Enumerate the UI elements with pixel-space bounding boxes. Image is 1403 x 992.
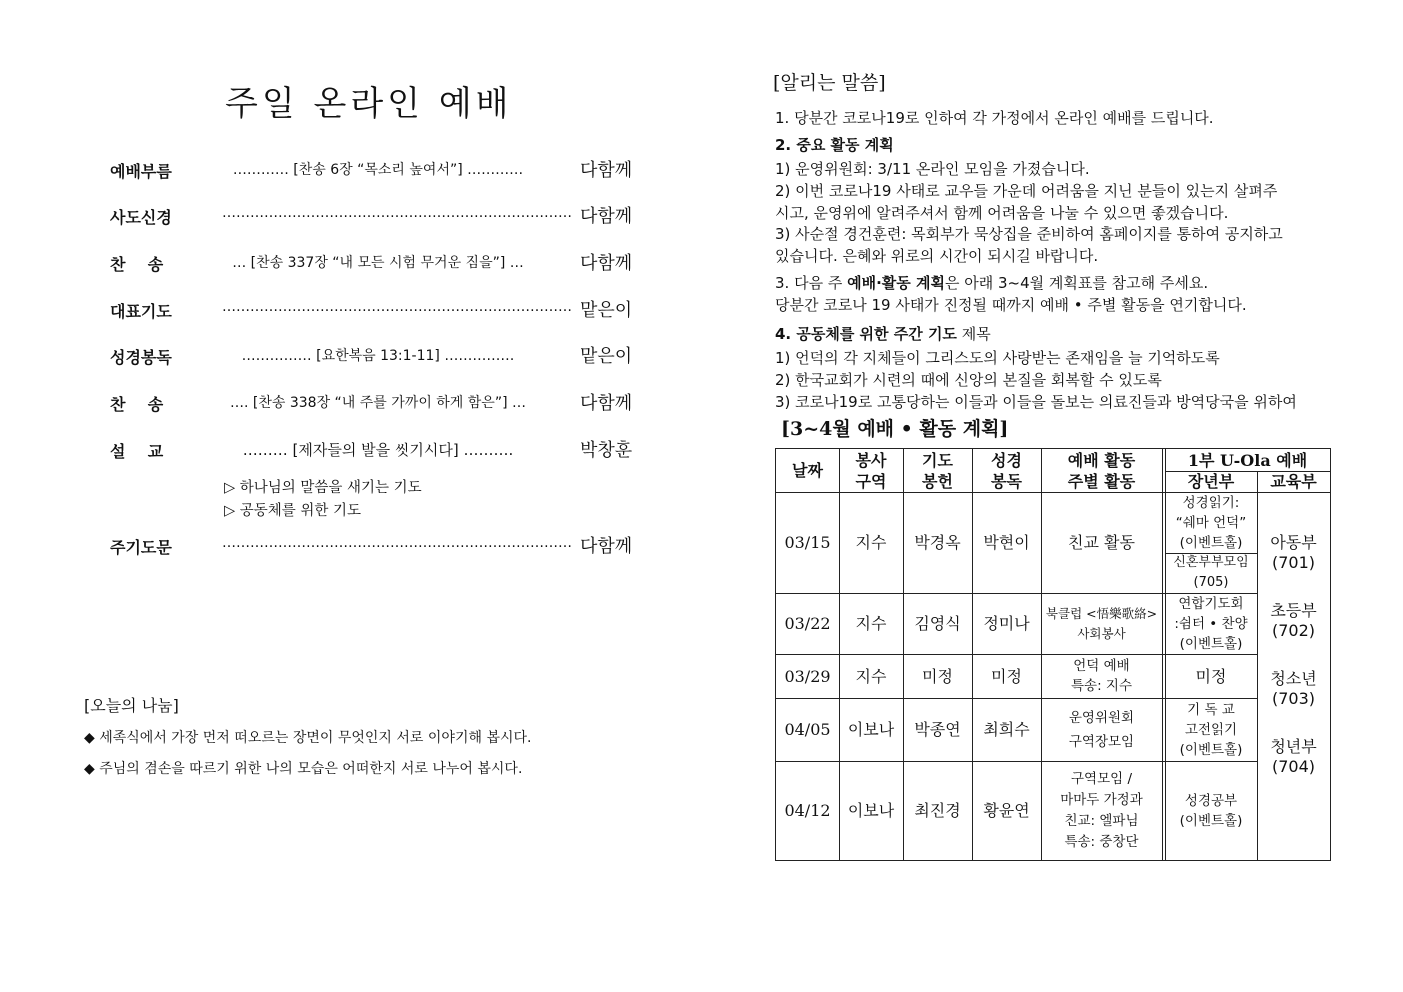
cell-prayer: 최진경	[914, 801, 961, 820]
header-edu: 교육부	[1270, 472, 1317, 491]
cell-date: 03/29	[784, 666, 831, 686]
cell-area: 이보나	[847, 720, 895, 739]
cell-youth: 미정	[1195, 666, 1227, 686]
header-area: 봉사 구역	[855, 450, 887, 491]
announcement-line: 2) 이번 코로나19 사태로 교우들 가운데 어려움을 지닌 분들이 있는지 살펴주	[775, 182, 1278, 200]
order-name: 찬 송	[110, 255, 164, 274]
cell-activity: 언덕 예배 특송: 지수	[1070, 658, 1132, 694]
cell-activity: 구역모임 / 마마두 가정과 친교: 엘파님 특송: 중창단	[1060, 770, 1143, 850]
cell-edu: 청년부 (704)	[1270, 737, 1317, 776]
cell-youth: 신혼부부모임 (705)	[1173, 555, 1249, 590]
cell-youth: 성경공부 (이벤트홀)	[1179, 792, 1243, 829]
sharing-item: ◆ 세족식에서 가장 먼저 떠오르는 장면이 무엇인지 서로 이야기해 봅시다.	[84, 730, 532, 746]
cell-activity: 운영위원회 구역장모임	[1068, 709, 1135, 750]
cell-prayer: 김영식	[914, 614, 961, 633]
announcement-item: 1. 당분간 코로나19로 인하여 각 가정에서 온라인 예배를 드립니다.	[775, 109, 1214, 127]
order-name: 사도신경	[110, 208, 172, 227]
announcement-emphasis: 4. 공동체를 위한 주간 기도	[775, 325, 957, 343]
order-detail: …………………………………………………………………	[222, 205, 572, 221]
cell-reading: 박현이	[983, 533, 1030, 552]
cell-area: 지수	[855, 533, 887, 552]
announcement-item	[775, 272, 1208, 293]
schedule-table	[775, 448, 1331, 861]
order-leader: 다함께	[580, 206, 633, 227]
schedule-title: [3~4월 예배 • 활동 계획]	[781, 418, 1009, 440]
order-detail: ……… [제자들의 발을 씻기시다] ……….	[242, 441, 514, 459]
cell-prayer: 박경옥	[914, 533, 961, 552]
order-detail: …………… [요한복음 13:1-11] ……………	[241, 348, 515, 364]
order-name: 찬 송	[110, 395, 164, 414]
header-activity: 예배 활동 주별 활동	[1067, 450, 1136, 491]
cell-edu: 청소년 (703)	[1270, 669, 1317, 708]
cell-reading: 최희수	[983, 720, 1030, 739]
order-leader: 다함께	[580, 253, 633, 274]
cell-edu: 초등부 (702)	[1270, 601, 1317, 640]
cell-date: 04/12	[784, 801, 831, 820]
cell-edu: 아동부 (701)	[1270, 533, 1317, 572]
announcement-heading: 2. 중요 활동 계획	[775, 136, 894, 154]
order-detail: … [찬송 337장 “내 모든 시험 무거운 짐을”] …	[232, 255, 524, 271]
cell-youth: 연합기도회 :쉼터 • 찬양 (이벤트홀)	[1174, 595, 1248, 652]
sharing-title: [오늘의 나눔]	[84, 696, 179, 715]
announcement-line: 1) 운영위원회: 3/11 온라인 모임을 가졌습니다.	[775, 160, 1090, 178]
cell-activity: 북클럽 <悟樂歌絡> 사회봉사	[1045, 605, 1158, 641]
header-group: 1부 U-Ola 예배	[1187, 450, 1308, 470]
sharing-item: ◆ 주님의 겸손을 따르기 위한 나의 모습은 어떠한지 서로 나누어 봅시다.	[84, 761, 523, 777]
announcement-line: 2) 한국교회가 시련의 때에 신앙의 본질을 회복할 수 있도록	[775, 371, 1162, 389]
announcement-line: 1) 언덕의 각 지체들이 그리스도의 사랑받는 존재임을 늘 기억하도록	[775, 349, 1220, 367]
order-name: 설 교	[110, 442, 164, 461]
sermon-subitem: ▷ 하나님의 말씀을 새기는 기도	[224, 480, 422, 496]
order-name: 대표기도	[110, 302, 172, 321]
cell-reading: 정미나	[983, 614, 1030, 633]
order-row	[0, 299, 700, 329]
order-detail: …. [찬송 338장 “내 주를 가까이 하게 함은”] …	[229, 395, 526, 411]
announcement-line: 있습니다. 은혜와 위로의 시간이 되시길 바랍니다.	[775, 247, 1099, 265]
order-name: 성경봉독	[110, 348, 172, 367]
order-detail: …………………………………………………………………	[222, 535, 572, 551]
order-row	[0, 159, 700, 189]
announcement-item	[775, 323, 991, 344]
order-leader: 다함께	[580, 393, 633, 414]
order-leader: 다함께	[580, 536, 633, 557]
page-title: 주일 온라인 예배	[225, 84, 513, 124]
announcement-line: 3) 사순절 경건훈련: 목회부가 묵상집을 준비하여 홈페이지를 통하여 공지하고	[775, 225, 1283, 243]
announcement-emphasis: 예배·활동 계획	[847, 274, 945, 292]
cell-date: 03/22	[784, 614, 831, 633]
cell-prayer: 미정	[922, 666, 953, 686]
order-leader: 다함께	[580, 160, 633, 181]
order-row	[0, 205, 700, 235]
cell-activity: 친교 활동	[1068, 533, 1135, 552]
header-date: 날짜	[792, 461, 823, 480]
order-leader: 맡은이	[580, 346, 633, 367]
header-prayer: 기도 봉헌	[922, 450, 953, 491]
cell-date: 04/05	[784, 720, 831, 739]
cell-youth: 성경읽기: “쉐마 언덕” (이벤트홀)	[1175, 494, 1247, 551]
announcement-line: 당분간 코로나 19 사태가 진정될 때까지 예배 • 주별 활동을 연기합니다.	[775, 296, 1247, 314]
announcement-line: 3) 코로나19로 고통당하는 이들과 이들을 돌보는 의료진들과 방역당국을 위하여	[775, 393, 1297, 411]
announcement-line: 시고, 운영위에 알려주셔서 함께 어려움을 나눌 수 있으면 좋겠습니다.	[775, 204, 1229, 222]
cell-reading: 미정	[991, 666, 1022, 686]
announcements-title: [알리는 말씀]	[773, 72, 886, 94]
sermon-subitem: ▷ 공동체를 위한 기도	[224, 503, 362, 519]
announcement-text: 3. 다음 주	[775, 274, 848, 292]
cell-reading: 황윤연	[983, 801, 1030, 820]
announcement-text: 은 아래 3~4월 계획표를 참고해 주세요.	[944, 274, 1209, 292]
order-leader: 맡은이	[580, 300, 633, 321]
cell-area: 지수	[855, 666, 887, 686]
order-detail: …………………………………………………………………	[222, 299, 572, 315]
order-row	[0, 535, 700, 565]
order-row	[0, 439, 700, 469]
order-name: 예배부름	[110, 162, 172, 181]
order-row	[0, 252, 700, 282]
order-leader: 박창훈	[580, 440, 633, 461]
cell-area: 이보나	[847, 801, 895, 820]
cell-area: 지수	[855, 614, 887, 633]
announcement-text: 제목	[956, 325, 991, 343]
cell-youth: 기 독 교 고전읽기 (이벤트홀)	[1179, 701, 1243, 758]
header-youth: 장년부	[1187, 472, 1235, 491]
header-reading: 성경 봉독	[991, 450, 1022, 491]
cell-date: 03/15	[784, 533, 831, 552]
order-row	[0, 392, 700, 422]
order-detail: ………… [찬송 6장 “목소리 높여서”] …………	[232, 162, 524, 178]
order-row	[0, 345, 700, 375]
order-name: 주기도문	[110, 538, 172, 557]
cell-prayer: 박종연	[914, 720, 961, 739]
